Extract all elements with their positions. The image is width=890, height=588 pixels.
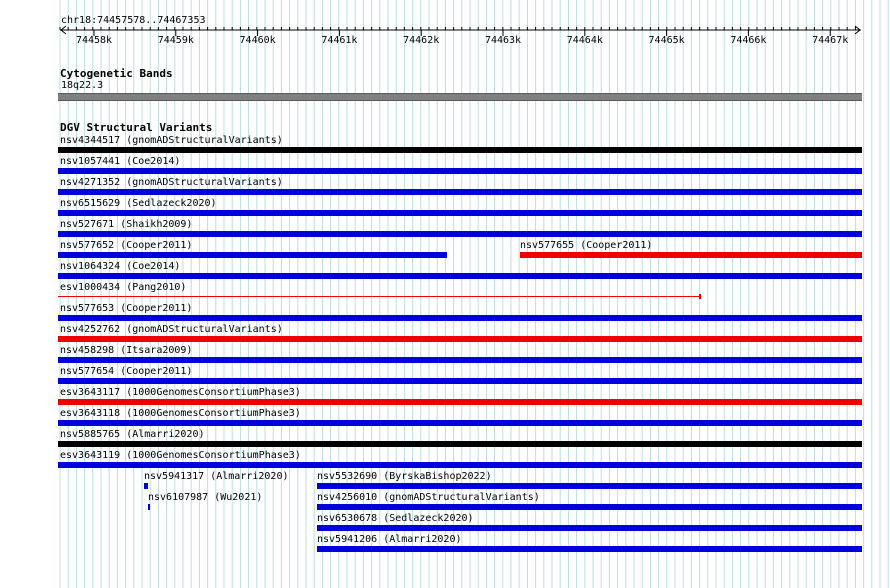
ruler-tick-label: 74464k [566,35,603,46]
variant-feature-bar[interactable] [58,336,862,342]
variant-feature-bar[interactable] [58,147,862,153]
variant-feature-bar[interactable] [58,189,862,195]
variant-label: nsv577654 (Cooper2011) [60,366,193,377]
variant-feature-bar[interactable] [58,399,862,405]
variant-label: nsv5885765 (Almarri2020) [60,429,205,440]
variant-feature-bar[interactable] [317,483,862,489]
variant-feature-line[interactable] [58,296,701,297]
variant-feature-bar[interactable] [58,273,862,279]
cytoband-title: Cytogenetic Bands [60,67,173,80]
ruler-tick-label: 74465k [648,35,685,46]
ruler-tick-label: 74460k [239,35,276,46]
variant-feature-bar[interactable] [58,168,862,174]
variant-feature-bar[interactable] [58,441,862,447]
variant-feature-bar[interactable] [58,357,862,363]
variant-label: esv3643119 (1000GenomesConsortiumPhase3) [60,450,301,461]
variant-feature-bar[interactable] [317,546,862,552]
ruler-axis [0,0,890,60]
variant-feature-bar[interactable] [58,210,862,216]
variant-label: nsv1057441 (Coe2014) [60,156,181,167]
variant-feature-bar[interactable] [58,462,862,468]
ruler-tick-label: 74462k [403,35,440,46]
variant-label: nsv577655 (Cooper2011) [520,240,653,251]
ruler-tick-label: 74458k [75,35,113,46]
variant-label: nsv6515629 (Sedlazeck2020) [60,198,217,209]
dgv-track-title: DGV Structural Variants [60,121,213,134]
variant-label: nsv4252762 (gnomADStructuralVariants) [60,324,283,335]
variant-label: esv3643118 (1000GenomesConsortiumPhase3) [60,408,301,419]
variant-feature-bar[interactable] [58,378,862,384]
variant-label: esv3643117 (1000GenomesConsortiumPhase3) [60,387,301,398]
variant-feature-bar[interactable] [317,525,862,531]
variant-label: nsv5532690 (ByrskaBishop2022) [317,471,492,482]
variant-label: nsv5941206 (Almarri2020) [317,534,462,545]
variant-label: nsv4271352 (gnomADStructuralVariants) [60,177,283,188]
variant-label: nsv577653 (Cooper2011) [60,303,193,314]
cytoband-bar[interactable] [58,93,862,101]
variant-feature-bar[interactable] [520,252,862,258]
variant-label: nsv5941317 (Almarri2020) [144,471,289,482]
ruler-location: chr18:74457578..74467353 [61,15,206,26]
variant-label: nsv6530678 (Sedlazeck2020) [317,513,474,524]
ruler-tick-label: 74461k [321,35,358,46]
variant-feature-bar[interactable] [144,483,148,489]
variant-label: nsv1064324 (Coe2014) [60,261,181,272]
ruler-tick-label: 74463k [484,35,522,46]
variant-feature-bar[interactable] [58,252,447,258]
variant-feature-bar[interactable] [58,420,862,426]
ruler-tick-label: 74466k [730,35,767,46]
variant-label: nsv4344517 (gnomADStructuralVariants) [60,135,283,146]
ruler-tick-label: 74459k [157,35,194,46]
variant-feature-bar[interactable] [58,231,862,237]
variant-feature-endcap [699,294,701,299]
variant-feature-bar[interactable] [317,504,862,510]
variant-label: nsv527671 (Shaikh2009) [60,219,193,230]
variant-label: nsv4256010 (gnomADStructuralVariants) [317,492,540,503]
variant-label: nsv577652 (Cooper2011) [60,240,193,251]
variant-feature-bar[interactable] [58,315,862,321]
variant-label: esv1000434 (Pang2010) [60,282,187,293]
variant-label: nsv458298 (Itsara2009) [60,345,193,356]
cytoband-name: 18q22.3 [61,80,104,91]
variant-label: nsv6107987 (Wu2021) [148,492,263,503]
ruler-tick-label: 74467k [812,35,849,46]
variant-feature-bar[interactable] [148,504,150,510]
